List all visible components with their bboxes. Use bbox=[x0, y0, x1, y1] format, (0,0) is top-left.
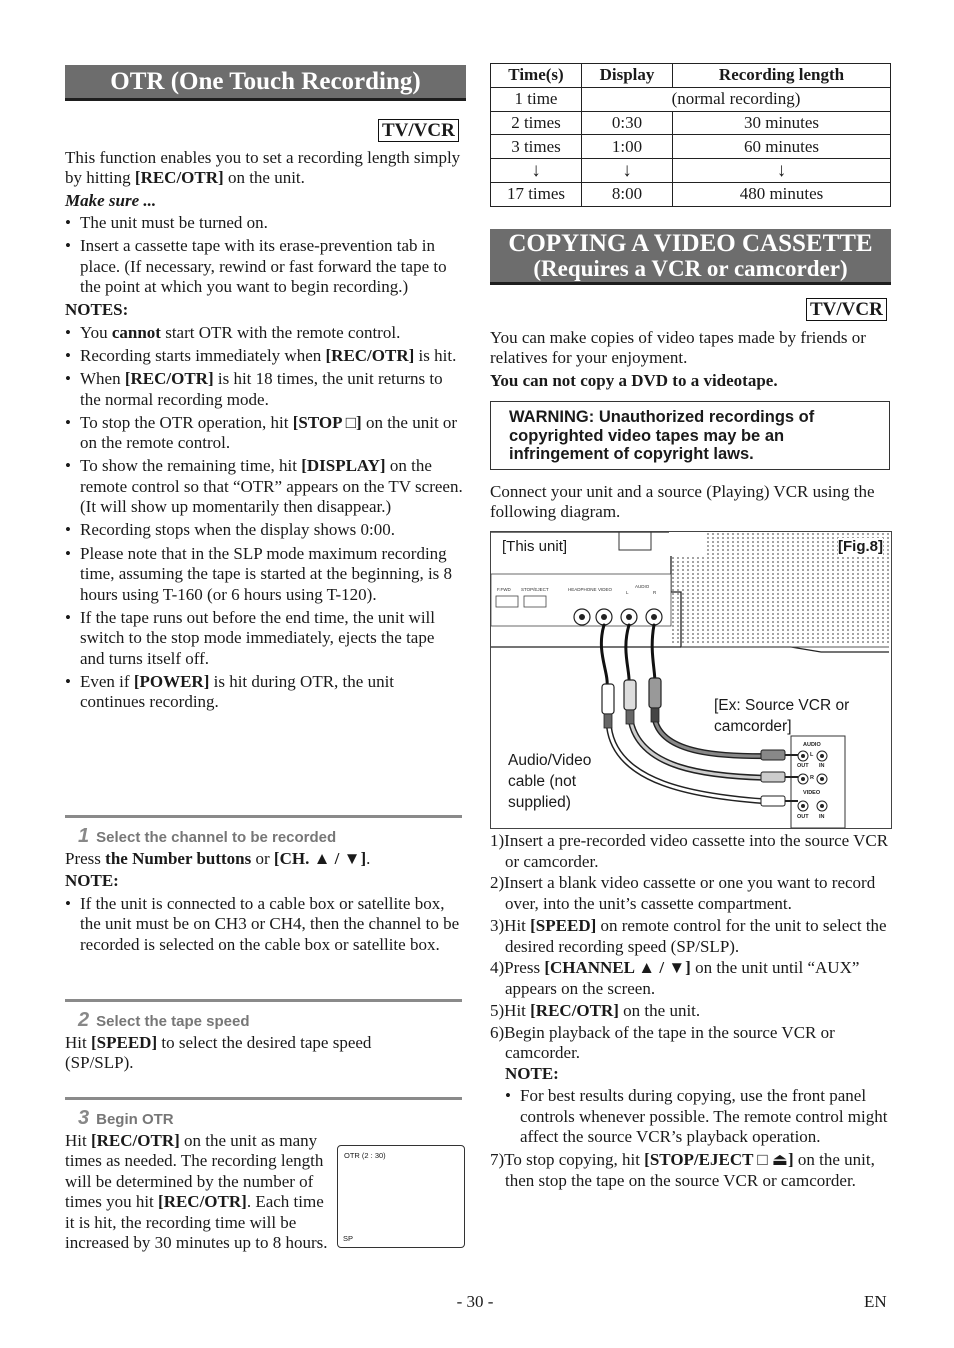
table-cell: 17 times bbox=[491, 182, 582, 206]
page-number: - 30 - bbox=[456, 1292, 494, 1311]
list-item: • Please note that in the SLP mode maximum recording time, assuming the tape is started at the beginning, is 8 hours using T-160 (or 6 hours using T-120). bbox=[65, 544, 463, 605]
list-item: • To stop the OTR operation, hit [STOP □] on the unit or on the remote control. bbox=[65, 413, 463, 454]
list-item: 4)Press [CHANNEL ▲ / ▼] on the unit until “AUX” appears on the screen. bbox=[490, 958, 860, 999]
table-row bbox=[491, 111, 891, 135]
copy-note-heading: NOTE: bbox=[505, 1064, 559, 1084]
arrow-down-icon: ↓ bbox=[582, 159, 673, 183]
table-cell: 0:30 bbox=[582, 111, 673, 135]
table-row bbox=[491, 135, 891, 159]
list-item: 5)Hit [REC/OTR] on the unit. bbox=[490, 1000, 701, 1020]
list-item: • The unit must be turned on. bbox=[65, 213, 463, 233]
list-item: 1)Insert a pre-recorded video cassette into the source VCR or camcorder. bbox=[490, 831, 889, 871]
screen-otr-readout: OTR (2 : 30) bbox=[344, 1151, 386, 1160]
rca-plugs-unit bbox=[602, 678, 661, 728]
copy-title-line2: (Requires a VCR or camcorder) bbox=[533, 256, 848, 281]
step1-note-list bbox=[65, 894, 463, 955]
table-cell: 1:00 bbox=[582, 135, 673, 159]
list-item: • Even if [POWER] is hit during OTR, the unit continues recording. bbox=[65, 672, 463, 713]
table-cell: 2 times bbox=[491, 111, 582, 135]
table-cell: 480 minutes bbox=[673, 182, 891, 206]
notes-heading: NOTES: bbox=[65, 300, 129, 320]
otr-intro: This function enables you to set a recording length simply by hitting [REC/OTR] on the unit. bbox=[65, 148, 461, 188]
table-cell: (normal recording) bbox=[582, 87, 891, 111]
list-item: • Insert a cassette tape with its erase-prevention tab in place. (If necessary, rewind or fast forward the tape to the point at which you want to begin recording.) bbox=[65, 236, 463, 297]
table-row bbox=[491, 159, 891, 183]
fig-label: [Fig.8] bbox=[838, 538, 883, 555]
copy-steps-list bbox=[490, 831, 892, 1064]
notes-list bbox=[65, 323, 463, 713]
list-item: • If the unit is connected to a cable box or satellite box, the unit must be on CH3 or CH4, then the channel to be recorded is selected on the cable box or satellite box. bbox=[65, 894, 463, 955]
list-item: • For best results during copying, use the front panel controls whenever possible. The remote control might affect the source VCR’s playback operation. bbox=[505, 1086, 892, 1147]
grille-mask bbox=[669, 532, 704, 556]
table-cell: 1 time bbox=[491, 87, 582, 111]
list-item: 6)Begin playback of the tape in the source VCR or camcorder. bbox=[490, 1022, 835, 1063]
copy-intro-block bbox=[490, 328, 892, 391]
copy-step7 bbox=[490, 1150, 892, 1191]
recording-length-table bbox=[490, 63, 891, 207]
copyright-warning: WARNING: Unauthorized recordings of copyrighted video tapes may be an infringement of copyright laws. bbox=[490, 401, 890, 470]
step2-number: 2 bbox=[78, 1009, 90, 1031]
table-cell: 60 minutes bbox=[673, 135, 891, 159]
language-code: EN bbox=[864, 1292, 887, 1311]
table-header: Time(s) bbox=[491, 64, 582, 88]
list-item: • Recording starts immediately when [REC/OTR] is hit. bbox=[65, 346, 463, 366]
step2-heading bbox=[78, 1009, 463, 1033]
screen-speed-readout: SP bbox=[343, 1234, 354, 1243]
table-cell: 30 minutes bbox=[673, 111, 891, 135]
no-dvd-note: You can not copy a DVD to a videotape. bbox=[490, 370, 778, 390]
copy-mode-badge: TV/VCR bbox=[806, 298, 887, 321]
list-item: • You cannot start OTR with the remote control. bbox=[65, 323, 463, 343]
list-item: • If the tape runs out before the end time, the unit will switch to the stop mode immediately, ejects the tape and turns itself off. bbox=[65, 608, 463, 669]
copy-title-line1: COPYING A VIDEO CASSETTE bbox=[508, 230, 873, 257]
table-cell: 3 times bbox=[491, 135, 582, 159]
step1-note-heading: NOTE: bbox=[65, 871, 119, 891]
list-item: • Recording stops when the display shows 0:00. bbox=[65, 520, 463, 540]
table-cell: 8:00 bbox=[582, 182, 673, 206]
otr-intro-block bbox=[65, 148, 463, 715]
copy-steps-block bbox=[490, 831, 892, 1193]
otr-screen-display bbox=[337, 1145, 465, 1248]
table-row bbox=[491, 182, 891, 206]
step2-block bbox=[65, 1009, 463, 1074]
table-header: Recording length bbox=[673, 64, 891, 88]
make-sure-list bbox=[65, 213, 463, 297]
list-item: • When [REC/OTR] is hit 18 times, the unit returns to the normal recording mode. bbox=[65, 369, 463, 410]
source-vcr-label: [Ex: Source VCR or camcorder] bbox=[714, 697, 850, 735]
step1-instruction: Press the Number buttons or [CH. ▲ / ▼]. bbox=[65, 849, 371, 868]
list-item: 7)To stop copying, hit [STOP/EJECT □ ⏏] on the unit, then stop the tape on the source VCR or camcorder. bbox=[490, 1150, 875, 1191]
step3-title: Begin OTR bbox=[96, 1111, 174, 1128]
connection-diagram: [This unit] [Fig.8] F.FWD STOP/EJECT HEADPHONE VIDEO AUDIO L R [Ex: Source VCR or camcorder] Audio/Video cable (not supplied) AUDIO L OUT IN R VIDEO OUT IN bbox=[490, 531, 892, 829]
step1-block bbox=[65, 825, 463, 958]
list-item: • To show the remaining time, hit [DISPLAY] on the remote control so that “OTR” appears on the TV screen. (It will show up momentarily then disappear.) bbox=[65, 456, 463, 517]
list-item: 2)Insert a blank video cassette or one you want to record over, into the unit’s cassette compartment. bbox=[490, 873, 876, 914]
copy-note-list bbox=[505, 1086, 892, 1147]
connect-instruction: Connect your unit and a source (Playing) VCR using the following diagram. bbox=[490, 482, 875, 522]
step2-divider bbox=[65, 999, 462, 1002]
copy-title-banner bbox=[490, 229, 891, 282]
cable-label: Audio/Video cable (not supplied) bbox=[508, 752, 592, 811]
step1-heading bbox=[78, 825, 463, 849]
step3-divider bbox=[65, 1097, 462, 1100]
otr-title: OTR (One Touch Recording) bbox=[110, 68, 421, 95]
this-unit-label: [This unit] bbox=[502, 538, 568, 555]
table-header-row bbox=[491, 64, 891, 88]
slot-outline bbox=[619, 532, 651, 550]
arrow-down-icon: ↓ bbox=[491, 159, 582, 183]
arrow-down-icon: ↓ bbox=[673, 159, 891, 183]
make-sure-heading: Make sure ... bbox=[65, 190, 157, 210]
step1-number: 1 bbox=[78, 825, 90, 847]
step3-number: 3 bbox=[78, 1107, 90, 1129]
step1-divider bbox=[65, 815, 462, 818]
step2-title: Select the tape speed bbox=[96, 1013, 250, 1030]
copy-intro: You can make copies of video tapes made by friends or relatives for your enjoyment. bbox=[490, 328, 866, 368]
step3-instruction: Hit [REC/OTR] on the unit as many times as needed. The recording length will be determined by the number of times you hit [REC/OTR]. Each time it is hit, the recording time will be increased by 30 minutes up to 8 hours. bbox=[65, 1131, 328, 1253]
table-header: Display bbox=[582, 64, 673, 88]
list-item: 3)Hit [SPEED] on remote control for the unit to select the desired recording speed (SP/SLP). bbox=[490, 915, 887, 956]
step3-heading bbox=[78, 1107, 463, 1131]
table-row bbox=[491, 87, 891, 111]
otr-mode-badge: TV/VCR bbox=[378, 119, 459, 142]
otr-title-banner bbox=[65, 65, 466, 98]
step2-instruction: Hit [SPEED] to select the desired tape speed (SP/SLP). bbox=[65, 1033, 372, 1073]
step1-title: Select the channel to be recorded bbox=[96, 829, 337, 846]
